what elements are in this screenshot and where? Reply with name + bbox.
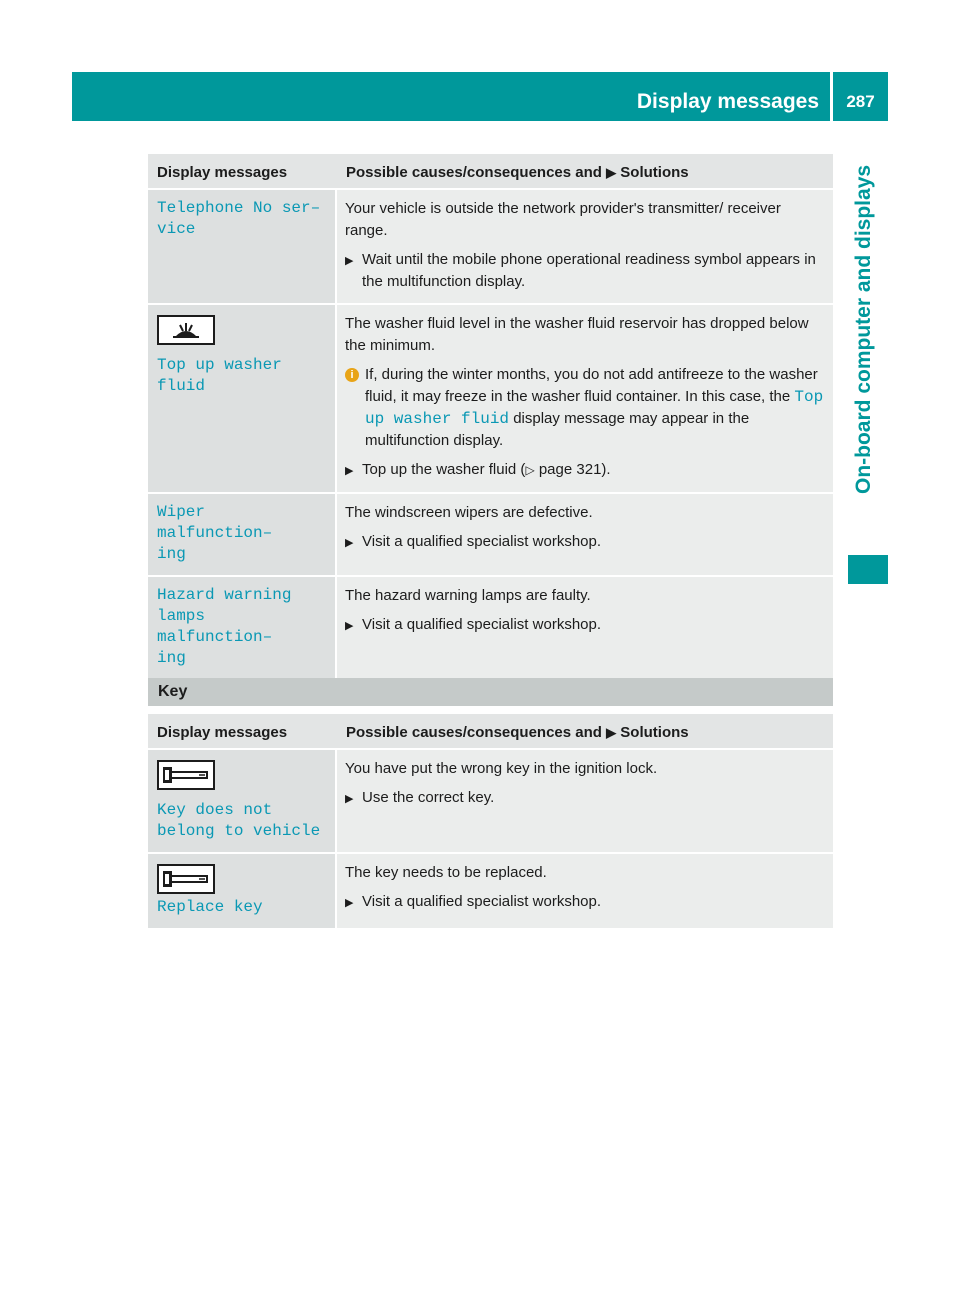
table-row	[148, 494, 833, 577]
arrow-icon: ▶	[606, 725, 617, 740]
col-header-messages: Display messages	[148, 714, 337, 750]
cause-text: The key needs to be replaced.	[345, 864, 547, 881]
page-ref-icon: ▷	[525, 463, 535, 477]
key-icon	[157, 760, 215, 790]
display-message: Wiper malfunction– ing	[157, 503, 273, 563]
washer-fluid-icon	[157, 315, 215, 345]
cause-text: You have put the wrong key in the ignition lock.	[345, 760, 658, 777]
col-header-causes: Possible causes/consequences and ▶ Solutions	[337, 154, 833, 190]
causes-cell	[337, 854, 833, 930]
table-row	[148, 577, 833, 681]
action-text: Visit a qualified specialist workshop.	[362, 616, 602, 633]
action-text: Visit a qualified specialist workshop.	[362, 893, 602, 910]
side-tab-marker	[848, 555, 888, 584]
table-row	[148, 190, 833, 305]
message-cell	[148, 750, 337, 854]
table-row	[148, 854, 833, 930]
action-text: Wait until the mobile phone operational readiness symbol appears in the multifunction display.	[362, 251, 816, 290]
message-cell	[148, 854, 337, 930]
key-messages-table	[148, 714, 833, 930]
table-row	[148, 305, 833, 494]
display-message: Top up washer fluid	[157, 356, 282, 395]
action-item	[345, 787, 827, 810]
arrow-icon: ▶	[345, 793, 354, 805]
message-cell	[148, 577, 337, 681]
causes-cell	[337, 750, 833, 854]
action-item	[345, 531, 827, 554]
display-message: Hazard warning lamps malfunction– ing	[157, 586, 292, 667]
display-messages-table	[148, 154, 833, 681]
arrow-icon: ▶	[345, 537, 354, 549]
side-tab-label: On-board computer and displays	[852, 165, 875, 495]
causes-cell	[337, 577, 833, 681]
page-ref-link[interactable]: page 321).	[538, 461, 611, 478]
causes-cell	[337, 190, 833, 305]
table-row	[148, 750, 833, 854]
table-header-row	[148, 154, 833, 190]
section-heading-key: Key	[148, 678, 833, 706]
action-item	[345, 249, 827, 293]
display-message: Replace key	[157, 898, 263, 916]
message-cell	[148, 190, 337, 305]
cause-text: The hazard warning lamps are faulty.	[345, 587, 591, 604]
info-note: i If, during the winter months, you do not add antifreeze to the washer fluid, it may freeze in the washer fluid container. In this case, the Top up washer fluid display message may appear in the multifunction display.	[345, 364, 827, 452]
table-header-row	[148, 714, 833, 750]
page-number: 287	[846, 92, 875, 111]
col-header-causes: Possible causes/consequences and ▶ Solutions	[337, 714, 833, 750]
action-text: Use the correct key.	[362, 789, 495, 806]
action-text: Visit a qualified specialist workshop.	[362, 533, 602, 550]
arrow-icon: ▶	[345, 255, 354, 267]
cause-text: The windscreen wipers are defective.	[345, 504, 593, 521]
arrow-icon: ▶	[345, 465, 354, 477]
header-bar	[72, 72, 888, 121]
causes-cell	[337, 305, 833, 494]
causes-cell	[337, 494, 833, 577]
message-cell	[148, 305, 337, 494]
message-cell	[148, 494, 337, 577]
action-item	[345, 891, 827, 914]
cause-text: Your vehicle is outside the network provider's transmitter/ receiver range.	[345, 200, 781, 239]
arrow-icon: ▶	[345, 897, 354, 909]
display-message: Key does not belong to vehicle	[157, 801, 321, 840]
page-title: Display messages	[636, 90, 819, 113]
col-header-messages: Display messages	[148, 154, 337, 190]
cause-text: The washer fluid level in the washer fluid reservoir has dropped below the minimum.	[345, 315, 809, 354]
arrow-icon: ▶	[606, 165, 617, 180]
key-icon	[157, 864, 215, 894]
action-item	[345, 614, 827, 637]
action-item	[345, 459, 827, 482]
info-icon: i	[345, 368, 359, 382]
action-text: Top up the washer fluid (▷ page 321).	[362, 461, 611, 478]
inline-display-message: Top up washer fluid	[365, 388, 824, 428]
arrow-icon: ▶	[345, 620, 354, 632]
display-message: Telephone No ser– vice	[157, 199, 321, 238]
